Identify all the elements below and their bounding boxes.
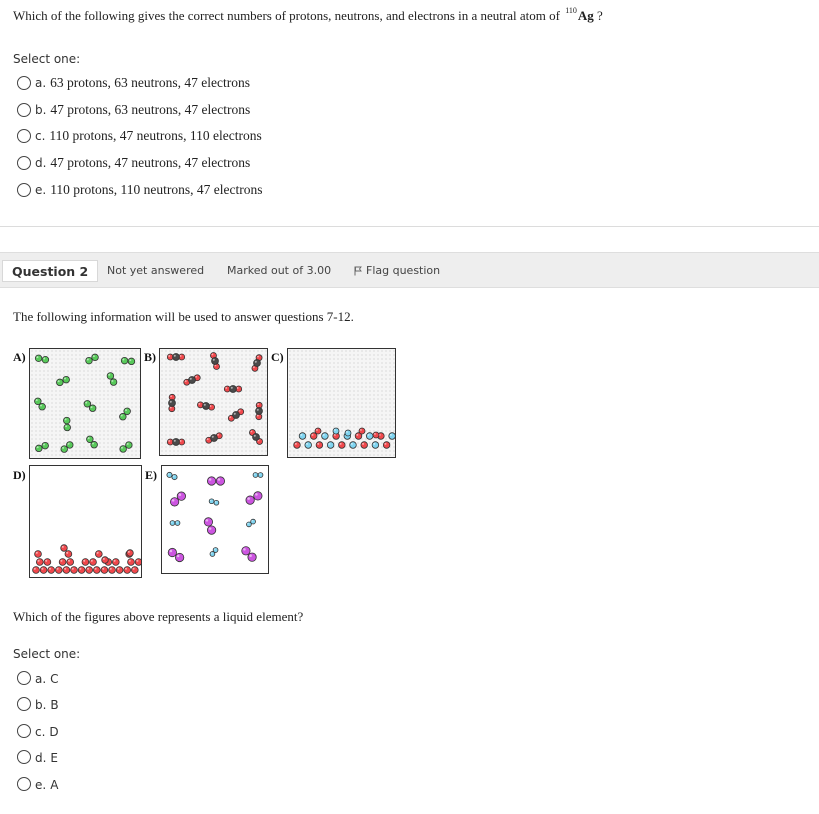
atom-highlight (176, 521, 177, 522)
atom-highlight (133, 568, 135, 570)
atom-highlight (351, 443, 353, 445)
atom-highlight (93, 355, 95, 357)
molecule-drawing (30, 466, 141, 577)
q2-option-c[interactable]: c. D (17, 722, 59, 740)
atom-highlight (257, 415, 259, 417)
atom (316, 442, 323, 449)
atom-highlight (170, 395, 172, 397)
atom (93, 567, 100, 574)
question-marks: Marked out of 3.00 (227, 264, 332, 277)
atom (213, 548, 218, 553)
atom-highlight (300, 434, 302, 436)
atom (71, 567, 78, 574)
radio-button[interactable] (17, 76, 31, 90)
atom (89, 405, 96, 412)
atom (87, 436, 94, 443)
atom-highlight (328, 443, 330, 445)
atom (294, 442, 301, 449)
atom-highlight (62, 447, 64, 449)
atom-highlight (251, 431, 253, 433)
atom-highlight (243, 548, 246, 551)
atom (168, 548, 176, 556)
atom (116, 567, 123, 574)
atom (333, 428, 339, 434)
question-1-text: Which of the following gives the correct numbers of protons, neutrons, and electrons in a neutral atom of $^{110}$Ag ? (13, 6, 603, 23)
flag-question-link[interactable] (354, 264, 440, 277)
atom-highlight (229, 416, 231, 418)
atom-highlight (43, 358, 45, 360)
atom-highlight (306, 443, 308, 445)
atom (128, 559, 135, 566)
atom (35, 355, 42, 362)
figure-b-box (159, 348, 268, 456)
atom-highlight (102, 568, 104, 570)
atom (167, 472, 172, 477)
atom-highlight (127, 443, 129, 445)
atom-highlight (121, 415, 123, 417)
atom-highlight (237, 387, 239, 389)
atom-highlight (316, 429, 318, 431)
isotope-symbol: $^{110}$Ag (565, 6, 594, 23)
atom (209, 499, 214, 504)
atom-highlight (122, 359, 124, 361)
atom-highlight (83, 560, 85, 562)
atom (64, 424, 71, 431)
atom-highlight (334, 429, 336, 431)
atom (256, 408, 263, 415)
question-status: Not yet answered (107, 264, 205, 277)
atom-highlight (45, 560, 47, 562)
atom-highlight (317, 443, 319, 445)
atom-highlight (231, 387, 233, 389)
atom (248, 553, 256, 561)
atom-highlight (79, 568, 81, 570)
atom (254, 360, 261, 367)
atom-highlight (91, 406, 93, 408)
atom-highlight (340, 443, 342, 445)
atom-highlight (170, 401, 172, 403)
atom-highlight (207, 438, 209, 440)
q1-select-one-label: Select one: (13, 52, 81, 66)
atom-highlight (210, 500, 211, 501)
atom-highlight (68, 443, 70, 445)
atom-highlight (95, 568, 97, 570)
atom-highlight (66, 552, 68, 554)
atom-highlight (356, 434, 358, 436)
atom (35, 398, 42, 405)
atom (359, 428, 365, 434)
q2-option-e[interactable]: e. A (17, 775, 58, 793)
atom (305, 442, 312, 449)
atom-highlight (168, 355, 170, 357)
atom (135, 559, 141, 566)
atom-highlight (58, 380, 60, 382)
atom-highlight (180, 355, 182, 357)
atom (177, 492, 185, 500)
atom (207, 477, 215, 485)
atom-highlight (225, 387, 227, 389)
atom (110, 379, 117, 386)
radio-button[interactable] (17, 777, 31, 791)
atom (42, 442, 49, 449)
atom (254, 492, 262, 500)
atom (120, 446, 127, 453)
atom-highlight (254, 473, 255, 474)
atom-highlight (368, 434, 370, 436)
atom (95, 551, 102, 558)
atom (59, 559, 66, 566)
atom-highlight (110, 568, 112, 570)
q2-option-d[interactable]: d. E (17, 748, 58, 766)
atom (175, 553, 183, 561)
atom-highlight (88, 437, 90, 439)
atom-highlight (214, 548, 215, 549)
figure-label-c: C) (271, 350, 284, 364)
atom (389, 433, 395, 440)
atom-highlight (168, 473, 170, 475)
q2-select-one-label: Select one: (13, 647, 81, 661)
atom (373, 432, 379, 438)
atom (124, 567, 131, 574)
atom (40, 567, 47, 574)
atom-highlight (62, 546, 64, 548)
atom (172, 474, 177, 479)
atom (35, 551, 42, 558)
molecule-drawing (160, 349, 267, 455)
atom-highlight (72, 568, 74, 570)
atom (216, 477, 224, 485)
atom (63, 417, 70, 424)
atom-highlight (384, 443, 386, 445)
atom (101, 567, 108, 574)
atom-highlight (97, 552, 99, 554)
atom-highlight (259, 473, 260, 474)
atom (315, 428, 321, 434)
atom (361, 442, 368, 449)
atom-highlight (114, 560, 116, 562)
atom-highlight (111, 380, 113, 382)
atom-highlight (209, 478, 212, 481)
molecule-drawing (288, 349, 395, 457)
figure-d-box (29, 465, 142, 578)
atom (214, 500, 219, 505)
atom (242, 547, 250, 555)
atom-highlight (65, 418, 67, 420)
atom-highlight (218, 478, 221, 481)
atom-highlight (129, 560, 131, 562)
atom (121, 357, 128, 364)
atom-highlight (91, 560, 93, 562)
atom-highlight (247, 523, 248, 524)
figure-c-box (287, 348, 396, 458)
atom-highlight (174, 355, 176, 357)
atom-highlight (64, 568, 66, 570)
atom-highlight (185, 380, 187, 382)
question-2-prompt: Which of the figures above represents a liquid element? (13, 609, 304, 624)
atom-highlight (254, 435, 256, 437)
atom-highlight (249, 554, 252, 557)
atom-highlight (43, 444, 45, 446)
atom (36, 559, 43, 566)
atom-highlight (360, 429, 362, 431)
atom (173, 439, 180, 446)
q1-option-c[interactable]: c. 110 protons, 47 neutrons, 110 electrons (17, 127, 262, 145)
atom-highlight (129, 359, 131, 361)
atom (299, 433, 306, 440)
figure-a-box (29, 348, 141, 459)
atom (253, 434, 260, 441)
figure-label-b: B) (144, 350, 156, 364)
atom (57, 379, 64, 386)
atom-highlight (190, 378, 192, 380)
atom-highlight (195, 376, 197, 378)
radio-button[interactable] (17, 129, 31, 143)
atom (66, 442, 73, 449)
atom (383, 442, 390, 449)
atom-highlight (215, 501, 216, 502)
atom (86, 567, 93, 574)
flag-question-label: Flag question (366, 264, 441, 277)
q2-option-a[interactable]: a. C (17, 669, 59, 687)
atom (339, 442, 346, 449)
atom-highlight (198, 403, 200, 405)
atom (173, 354, 180, 361)
atom-highlight (103, 558, 105, 560)
atom (131, 567, 138, 574)
atom-highlight (87, 359, 89, 361)
atom (86, 357, 93, 364)
atom (170, 521, 175, 526)
q1-option-a[interactable]: a. 63 protons, 63 neutrons, 47 electrons (17, 74, 250, 92)
atom-highlight (346, 431, 348, 433)
radio-button[interactable] (17, 156, 31, 170)
radio-button[interactable] (17, 103, 31, 117)
figure-label-d: D) (13, 468, 26, 482)
atom-highlight (390, 434, 392, 436)
question-number: Question 2 (2, 260, 98, 282)
atom-highlight (128, 551, 130, 553)
atom-highlight (257, 403, 259, 405)
divider (0, 226, 819, 227)
radio-button[interactable] (17, 183, 31, 197)
atom (233, 412, 240, 419)
atom (175, 521, 180, 526)
atom (120, 413, 127, 420)
flag-icon (354, 266, 362, 276)
atom-highlight (211, 552, 212, 553)
atom-highlight (41, 568, 43, 570)
atom-highlight (60, 560, 62, 562)
atom (204, 518, 212, 526)
atom (127, 550, 134, 557)
atom-highlight (374, 433, 376, 435)
atom-highlight (65, 425, 67, 427)
figure-e-box (161, 465, 269, 574)
atom-highlight (213, 359, 215, 361)
atom-highlight (234, 413, 236, 415)
atom (44, 559, 51, 566)
atom-highlight (206, 519, 209, 522)
atom-highlight (212, 354, 214, 356)
atom (78, 567, 85, 574)
atom (33, 567, 40, 574)
atom (230, 386, 237, 393)
atom (258, 473, 263, 478)
atom-highlight (217, 434, 219, 436)
q1-option-b[interactable]: b. 47 protons, 63 neutrons, 47 electrons (17, 101, 250, 119)
atom-highlight (212, 436, 214, 438)
atom-highlight (121, 447, 123, 449)
atom-highlight (38, 560, 40, 562)
atom (67, 559, 74, 566)
atom (39, 403, 46, 410)
molecule-drawing (30, 349, 140, 458)
radio-button[interactable] (17, 750, 31, 764)
atom (322, 433, 329, 440)
atom-highlight (136, 560, 138, 562)
atom (63, 567, 70, 574)
atom-highlight (64, 378, 66, 380)
atom-highlight (108, 374, 110, 376)
molecule-drawing (162, 466, 268, 573)
atom (207, 526, 215, 534)
atom (91, 441, 98, 448)
atom (61, 545, 68, 552)
atom (126, 442, 133, 449)
atom-highlight (57, 568, 59, 570)
atom-highlight (36, 552, 38, 554)
atom-highlight (125, 568, 127, 570)
atom-highlight (252, 520, 253, 521)
atom-highlight (174, 440, 176, 442)
atom-highlight (177, 555, 180, 558)
atom (107, 373, 114, 380)
atom (36, 445, 43, 452)
atom-highlight (255, 361, 257, 363)
atom-highlight (40, 405, 42, 407)
radio-button[interactable] (17, 671, 31, 685)
atom-highlight (68, 560, 70, 562)
atom (48, 567, 55, 574)
atom-highlight (180, 440, 182, 442)
radio-button[interactable] (17, 724, 31, 738)
atom (112, 559, 119, 566)
atom (212, 358, 219, 365)
atom-highlight (362, 443, 364, 445)
figure-label-e: E) (145, 468, 157, 482)
atom-highlight (323, 434, 325, 436)
atom (253, 473, 258, 478)
atom (350, 442, 357, 449)
atom (251, 519, 256, 524)
atom-highlight (209, 527, 212, 530)
atom-highlight (172, 499, 175, 502)
atom-highlight (49, 568, 51, 570)
atom (372, 442, 379, 449)
atom (169, 400, 176, 407)
atom-highlight (171, 521, 172, 522)
q2-option-b[interactable]: b. B (17, 695, 59, 713)
atom-highlight (255, 493, 258, 496)
atom-highlight (34, 568, 36, 570)
atom (42, 356, 49, 363)
atom (211, 435, 218, 442)
atom-highlight (168, 440, 170, 442)
atom (246, 496, 254, 504)
atom (63, 376, 70, 383)
atom-highlight (92, 443, 94, 445)
atom-highlight (247, 497, 250, 500)
atom-highlight (170, 550, 173, 553)
atom (189, 377, 196, 384)
atom (203, 403, 210, 410)
atom (366, 433, 373, 440)
atom-highlight (239, 410, 241, 412)
atom-highlight (36, 356, 38, 358)
atom-highlight (85, 402, 87, 404)
atom-highlight (204, 404, 206, 406)
question-2-header (0, 252, 819, 288)
atom (109, 567, 116, 574)
atom (55, 567, 62, 574)
atom (128, 358, 135, 365)
atom (102, 557, 109, 564)
atom (90, 559, 97, 566)
atom-highlight (257, 409, 259, 411)
atom-highlight (373, 443, 375, 445)
atom (61, 446, 68, 453)
atom-highlight (179, 493, 182, 496)
figure-label-a: A) (13, 350, 26, 364)
atom (327, 442, 334, 449)
atom-highlight (170, 407, 172, 409)
atom-highlight (117, 568, 119, 570)
atom-highlight (257, 356, 259, 358)
atom-highlight (295, 443, 297, 445)
atom (124, 408, 131, 415)
atom-highlight (87, 568, 89, 570)
atom-highlight (36, 399, 38, 401)
atom-highlight (210, 405, 212, 407)
q1-option-e[interactable]: e. 110 protons, 110 neutrons, 47 electrons (17, 181, 263, 199)
atom-highlight (253, 366, 255, 368)
atom (92, 354, 99, 361)
atom-highlight (312, 434, 314, 436)
info-text: The following information will be used to answer questions 7-12. (13, 309, 354, 324)
atom (345, 430, 351, 436)
atom-highlight (37, 446, 39, 448)
atom-highlight (125, 409, 127, 411)
radio-button[interactable] (17, 697, 31, 711)
atom (65, 551, 72, 558)
atom (82, 559, 89, 566)
q1-option-d[interactable]: d. 47 protons, 47 neutrons, 47 electrons (17, 154, 250, 172)
atom (170, 498, 178, 506)
atom-highlight (173, 475, 175, 477)
